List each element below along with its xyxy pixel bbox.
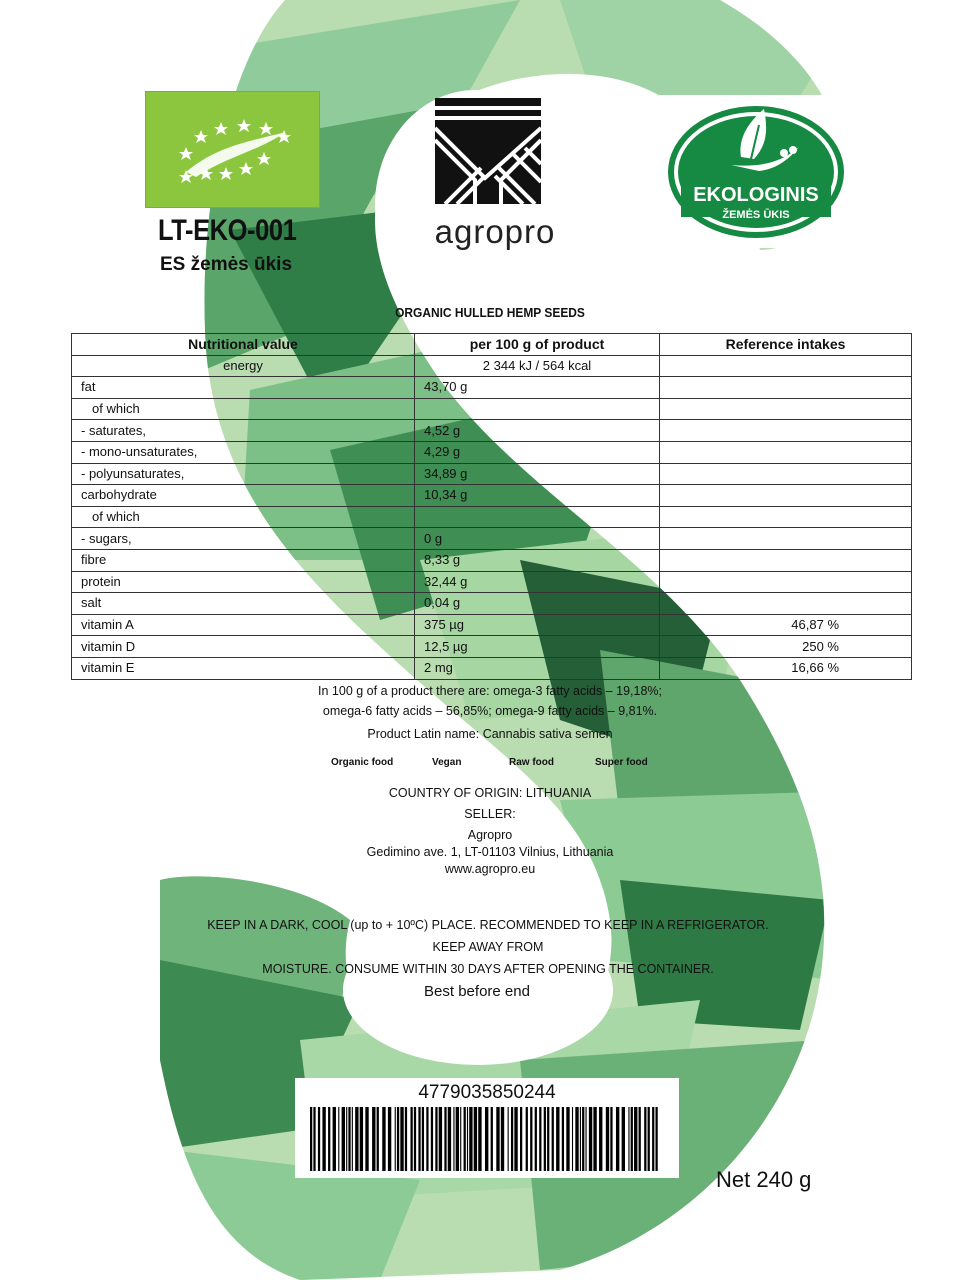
barcode-bar: [552, 1107, 554, 1171]
barcode-bar: [365, 1107, 368, 1171]
row-reference: 250 %: [660, 636, 912, 658]
barcode-bar: [485, 1107, 488, 1171]
row-reference: [660, 593, 912, 615]
row-value: 34,89 g: [415, 463, 660, 485]
table-row: [72, 398, 912, 420]
barcode-bar: [539, 1107, 541, 1171]
barcode-bar: [639, 1107, 641, 1171]
row-label: - sugars,: [72, 528, 415, 550]
barcode-bar: [342, 1107, 345, 1171]
barcode-bar: [575, 1107, 578, 1171]
seller-address: Gedimino ave. 1, LT-01103 Vilnius, Lithuania: [366, 845, 614, 859]
barcode-bar: [395, 1107, 396, 1171]
nutrition-table: [71, 333, 912, 680]
storage-line-1: KEEP IN A DARK, COOL (up to + 10ºC) PLACE. RECOMMENDED TO KEEP IN A REFRIGERATOR. KEEP AWAY FROM: [207, 918, 769, 954]
barcode-bar: [333, 1107, 336, 1171]
seller-label: SELLER:: [464, 807, 516, 821]
row-value: 0,04 g: [415, 593, 660, 615]
ekologinis-badge: [659, 95, 853, 248]
barcode-bar: [566, 1107, 569, 1171]
row-reference: [660, 463, 912, 485]
row-label: - polyunsaturates,: [72, 463, 415, 485]
table-row: [72, 571, 912, 593]
barcode-bar: [514, 1107, 517, 1171]
barcode-bar: [491, 1107, 493, 1171]
row-value: 4,29 g: [415, 441, 660, 463]
barcode: [295, 1078, 679, 1178]
row-label: salt: [72, 593, 415, 615]
barcode-bar: [634, 1107, 637, 1171]
table-row-energy: [72, 355, 912, 377]
energy-label: energy: [72, 355, 415, 377]
row-reference: 46,87 %: [660, 614, 912, 636]
barcode-bar: [628, 1107, 629, 1171]
row-reference: [660, 485, 912, 507]
barcode-bar: [328, 1107, 330, 1171]
eko-title: EKOLOGINIS: [693, 184, 819, 206]
barcode-bar: [439, 1107, 442, 1171]
barcode-bar: [418, 1107, 420, 1171]
barcode-bar: [474, 1107, 477, 1171]
row-reference: [660, 549, 912, 571]
row-value: 43,70 g: [415, 377, 660, 399]
barcode-bar: [422, 1107, 424, 1171]
barcode-bar: [400, 1107, 403, 1171]
barcode-bar: [535, 1107, 537, 1171]
storage-line-2: MOISTURE. CONSUME WITHIN 30 DAYS AFTER OPENING THE CONTAINER.: [262, 962, 714, 976]
table-row: [72, 463, 912, 485]
barcode-bar: [610, 1107, 612, 1171]
brand-name: agropro: [434, 213, 556, 250]
row-reference: [660, 441, 912, 463]
barcode-bar: [313, 1107, 315, 1171]
barcode-bar: [414, 1107, 416, 1171]
barcode-bar: [644, 1107, 646, 1171]
badge-super-food: Super food: [595, 757, 648, 768]
row-value: 375 µg: [415, 614, 660, 636]
table-row: [72, 657, 912, 679]
row-label: carbohydrate: [72, 485, 415, 507]
eu-organic-logo: [145, 91, 320, 208]
barcode-bars: [310, 1107, 660, 1171]
row-reference: [660, 528, 912, 550]
omega-info: [300, 681, 680, 721]
barcode-bar: [464, 1107, 466, 1171]
row-label: - saturates,: [72, 420, 415, 442]
barcode-bar: [426, 1107, 428, 1171]
row-label: - mono-unsaturates,: [72, 441, 415, 463]
barcode-bar: [547, 1107, 549, 1171]
row-value: 4,52 g: [415, 420, 660, 442]
barcode-bar: [582, 1107, 584, 1171]
table-row: [72, 420, 912, 442]
barcode-bar: [599, 1107, 602, 1171]
barcode-bar: [460, 1107, 461, 1171]
barcode-bar: [453, 1107, 454, 1171]
row-label: fibre: [72, 549, 415, 571]
barcode-bar: [410, 1107, 412, 1171]
barcode-bar: [520, 1107, 522, 1171]
seller-name: Agropro: [467, 828, 513, 842]
header-reference-intakes: Reference intakes: [660, 334, 912, 356]
energy-value: 2 344 kJ / 564 kcal: [415, 355, 660, 377]
storage-instructions: [190, 914, 786, 980]
best-before: Best before end: [424, 983, 530, 1000]
row-label: of which: [72, 506, 415, 528]
eu-organic-leaf-icon: [146, 92, 319, 207]
row-value: 2 mg: [415, 657, 660, 679]
row-value: [415, 398, 660, 420]
barcode-bar: [501, 1107, 504, 1171]
row-value: 10,34 g: [415, 485, 660, 507]
barcode-bar: [372, 1107, 375, 1171]
barcode-bar: [469, 1107, 472, 1171]
certification-subtitle: ES žemės ūkis: [160, 254, 293, 275]
barcode-bar: [631, 1107, 633, 1171]
barcode-bar: [346, 1107, 347, 1171]
barcode-bar: [530, 1107, 532, 1171]
row-label: of which: [72, 398, 415, 420]
badge-raw-food: Raw food: [509, 757, 554, 768]
row-value: 12,5 µg: [415, 636, 660, 658]
table-row: [72, 593, 912, 615]
barcode-bar: [508, 1107, 509, 1171]
barcode-bar: [431, 1107, 433, 1171]
table-row: [72, 636, 912, 658]
table-row: [72, 377, 912, 399]
barcode-bar: [355, 1107, 358, 1171]
row-reference: [660, 571, 912, 593]
barcode-bar: [322, 1107, 325, 1171]
badge-organic-food: Organic food: [331, 757, 394, 768]
row-reference: [660, 420, 912, 442]
table-row: [72, 485, 912, 507]
latin-name: Product Latin name: Cannabis sativa semen: [367, 727, 613, 741]
row-label: fat: [72, 377, 415, 399]
row-label: vitamin D: [72, 636, 415, 658]
row-label: protein: [72, 571, 415, 593]
barcode-bar: [467, 1107, 468, 1171]
barcode-bar: [310, 1107, 312, 1171]
barcode-bar: [496, 1107, 499, 1171]
barcode-bar: [648, 1107, 650, 1171]
barcode-bar: [478, 1107, 481, 1171]
barcode-bar: [606, 1107, 609, 1171]
barcode-bar: [388, 1107, 391, 1171]
header-nutritional-value: Nutritional value: [72, 334, 415, 356]
barcode-bar: [526, 1107, 528, 1171]
barcode-bar: [360, 1107, 363, 1171]
barcode-bar: [589, 1107, 592, 1171]
product-badges: [318, 757, 658, 775]
certification-code: LT-EKO-001: [158, 214, 297, 247]
country-of-origin: COUNTRY OF ORIGIN: LITHUANIA: [388, 786, 592, 800]
table-header-row: [72, 334, 912, 356]
barcode-bar: [585, 1107, 586, 1171]
barcode-bar: [352, 1107, 353, 1171]
barcode-bar: [511, 1107, 513, 1171]
row-label: vitamin A: [72, 614, 415, 636]
row-label: vitamin E: [72, 657, 415, 679]
row-value: [415, 506, 660, 528]
omega-line-2: omega-6 fatty acids – 56,85%; omega-9 fatty acids – 9,81%.: [322, 704, 658, 718]
barcode-bar: [562, 1107, 564, 1171]
barcode-bar: [655, 1107, 657, 1171]
barcode-bar: [382, 1107, 385, 1171]
barcode-bar: [652, 1107, 654, 1171]
barcode-number: 4779035850244: [418, 1082, 556, 1103]
table-row: [72, 549, 912, 571]
barcode-bar: [593, 1107, 596, 1171]
barcode-bar: [348, 1107, 350, 1171]
barcode-bar: [405, 1107, 407, 1171]
barcode-bar: [580, 1107, 581, 1171]
product-title: ORGANIC HULLED HEMP SEEDS: [395, 305, 585, 320]
seller-website: www.agropro.eu: [444, 862, 536, 876]
row-value: 8,33 g: [415, 549, 660, 571]
barcode-bar: [318, 1107, 320, 1171]
barcode-bar: [397, 1107, 399, 1171]
omega-line-1: In 100 g of a product there are: omega-3 fatty acids – 19,18%;: [318, 684, 662, 698]
row-value: 32,44 g: [415, 571, 660, 593]
barcode-bar: [616, 1107, 619, 1171]
barcode-bar: [338, 1107, 339, 1171]
row-reference: 16,66 %: [660, 657, 912, 679]
barcode-bar: [456, 1107, 459, 1171]
barcode-bar: [572, 1107, 573, 1171]
header-per-100g: per 100 g of product: [415, 334, 660, 356]
row-reference: [660, 377, 912, 399]
energy-ref: [660, 355, 912, 377]
row-reference: [660, 506, 912, 528]
row-value: 0 g: [415, 528, 660, 550]
barcode-bar: [377, 1107, 379, 1171]
barcode-bar: [544, 1107, 546, 1171]
agropro-logo-mark-icon: [435, 98, 541, 204]
badge-vegan: Vegan: [432, 757, 462, 768]
eko-subtitle: ŽEMĖS ŪKIS: [722, 209, 790, 221]
row-reference: [660, 398, 912, 420]
barcode-bar: [444, 1107, 446, 1171]
net-weight: Net 240 g: [716, 1167, 812, 1192]
barcode-bar: [435, 1107, 437, 1171]
barcode-bar: [556, 1107, 559, 1171]
barcode-bar: [622, 1107, 625, 1171]
seller-details: [330, 827, 650, 878]
table-row: [72, 614, 912, 636]
table-row: [72, 441, 912, 463]
barcode-bar: [448, 1107, 451, 1171]
table-row: [72, 506, 912, 528]
table-row: [72, 528, 912, 550]
